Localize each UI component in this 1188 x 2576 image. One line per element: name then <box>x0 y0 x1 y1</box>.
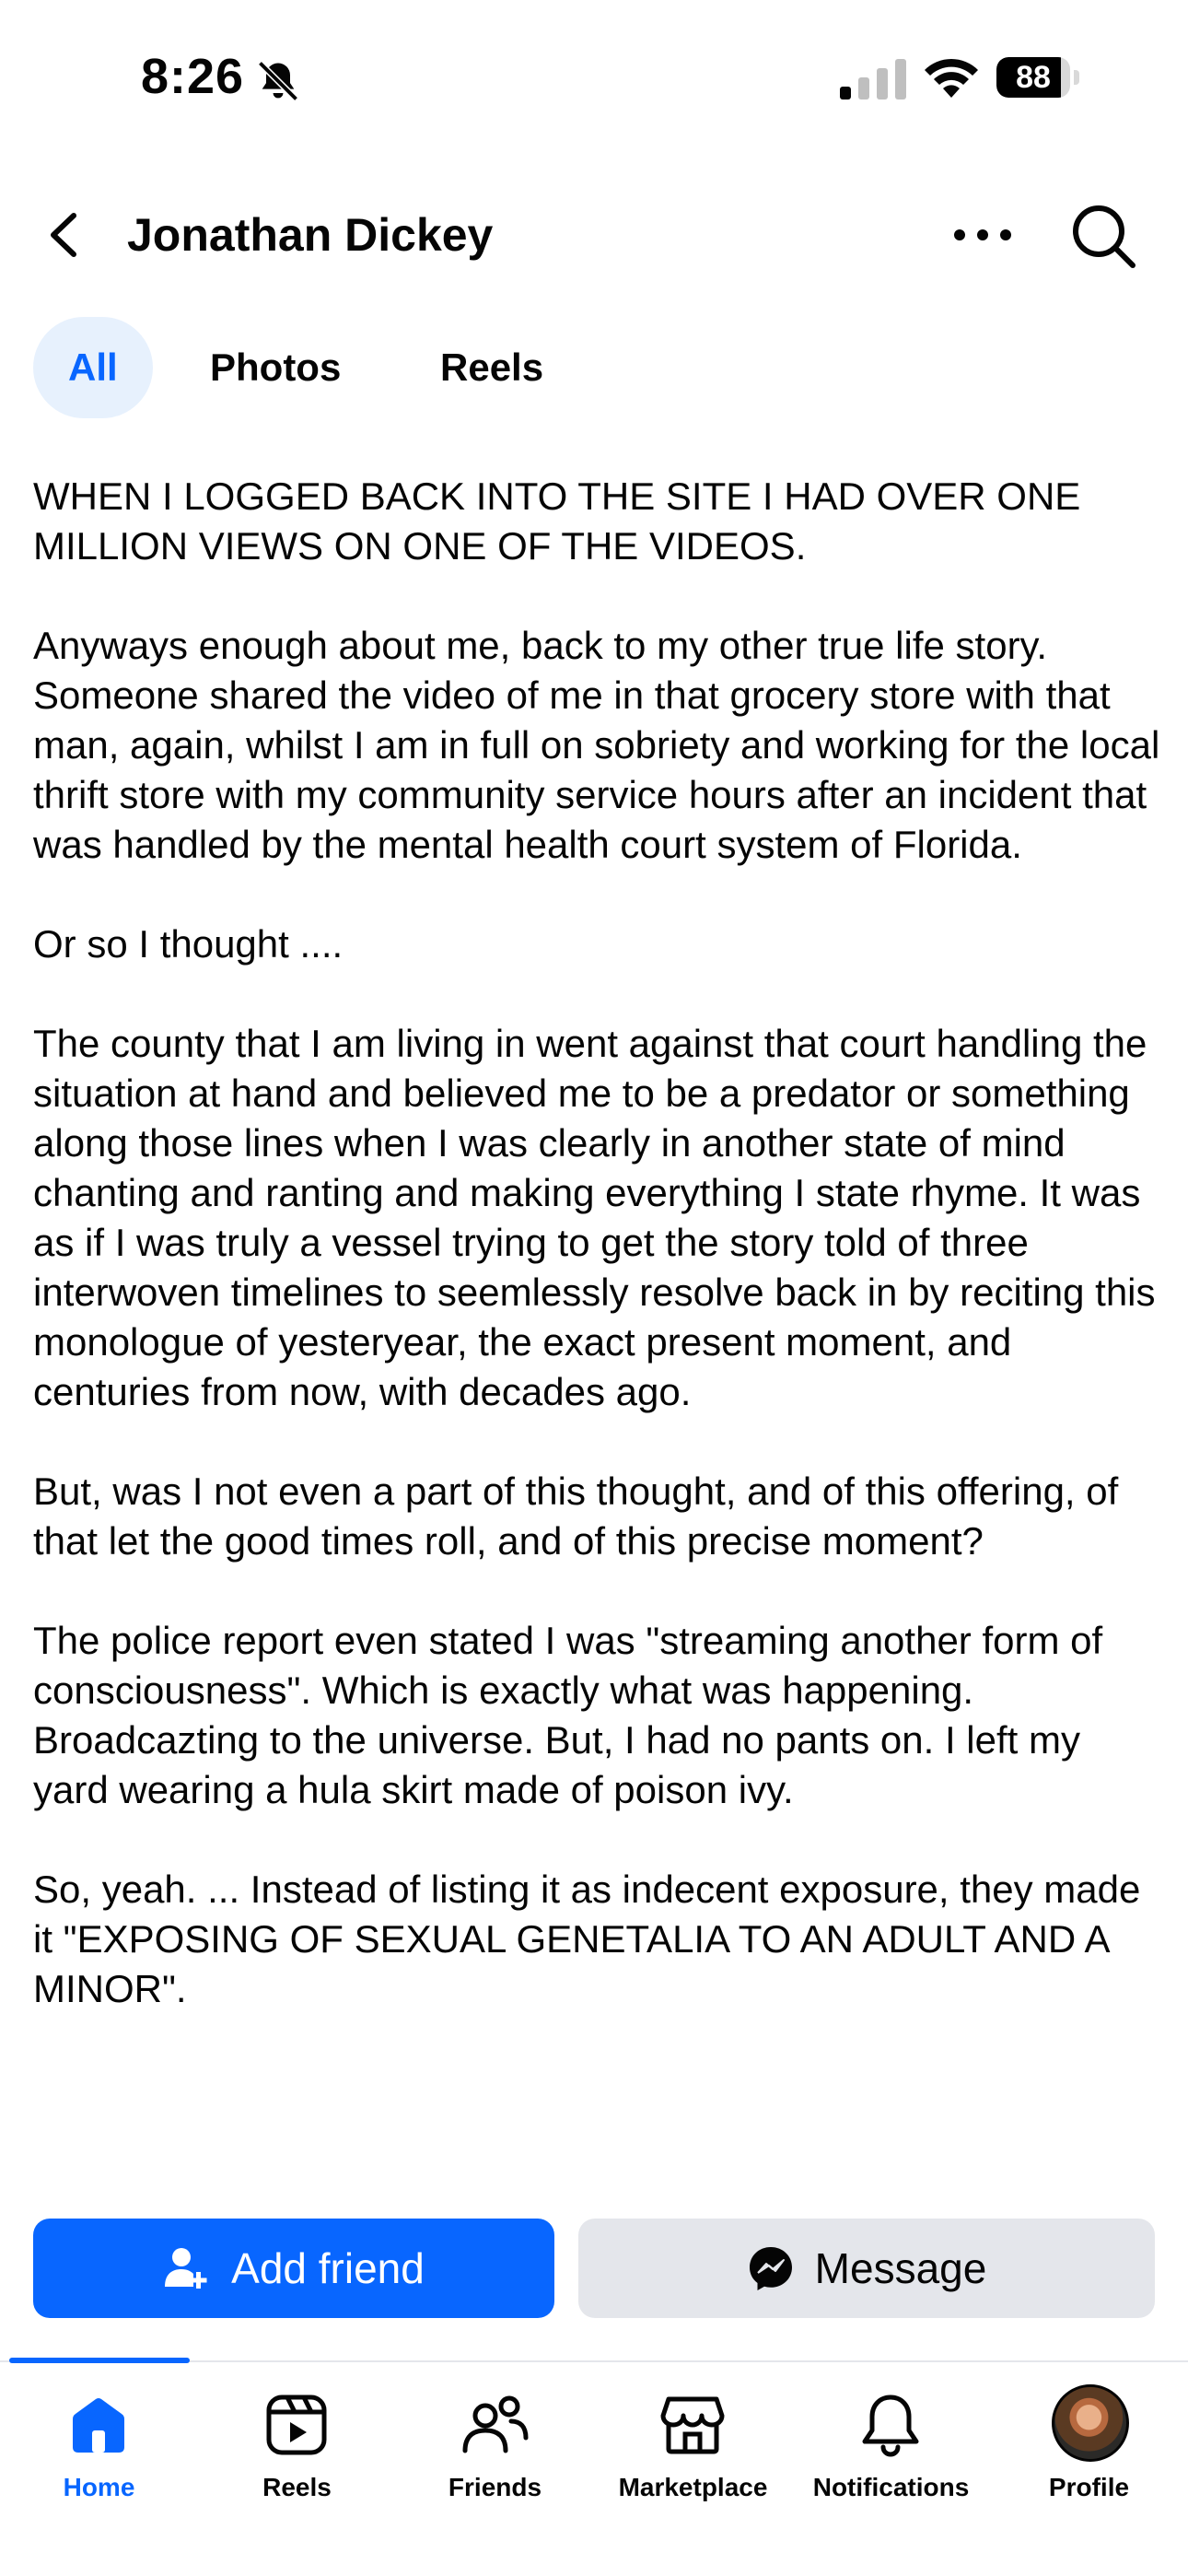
message-button[interactable] <box>578 2219 1155 2318</box>
post-paragraph: The county that I am living in went against that court handling the situation at hand and believed me to be a predator or something along those lines when I was clearly in another state of mind chanting and ranting and making everything I state rhyme. It was as if I was truly a vessel trying to get the story told of three interwoven timelines to seemlessly resolve back in by reciting this monologue of yesteryear, the exact present moment, and centuries from now, with decades ago. <box>33 1022 1156 1413</box>
more-dots-icon[interactable] <box>950 212 1015 258</box>
post-paragraph: The police report even stated I was "streaming another form of consciousness". Which is exactly what was happening. Broadcazting to the universe. But, I had no pants on. I left my yard wearing a hula skirt made of poison ivy. <box>33 1619 1103 1811</box>
add-person-icon <box>163 2244 211 2292</box>
post-paragraph: Anyways enough about me, back to my other true life story. Someone shared the video of me in that grocery store with that man, again, whilst I am in full on sobriety and working for the local thrift store with my community service hours after an incident that was handled by the mental health court system of Florida. <box>33 624 1160 866</box>
search-icon[interactable] <box>1068 201 1138 271</box>
messenger-icon <box>747 2244 795 2292</box>
friends-icon <box>458 2388 531 2462</box>
nav-friends[interactable] <box>396 2364 594 2512</box>
message-label: Message <box>814 2244 987 2292</box>
home-icon <box>62 2388 135 2462</box>
bottom-nav <box>0 2364 1188 2576</box>
nav-label: Profile <box>1048 2473 1130 2501</box>
nav-label: Friends <box>448 2473 542 2501</box>
cellular-signal-icon <box>840 59 906 100</box>
marketplace-icon <box>656 2388 729 2462</box>
bell-icon <box>854 2388 927 2462</box>
post-paragraph: WHEN I LOGGED BACK INTO THE SITE I HAD OVER ONE MILLION VIEWS ON ONE OF THE VIDEOS. <box>33 474 1081 568</box>
nav-label: Marketplace <box>618 2473 768 2501</box>
nav-label: Notifications <box>812 2473 970 2501</box>
page-title: Jonathan Dickey <box>127 209 494 261</box>
profile-header <box>0 184 1188 286</box>
post-paragraph: Or so I thought .... <box>33 922 344 966</box>
post-paragraph: So, yeah. ... Instead of listing it as indecent exposure, they made it "EXPOSING OF SEXUAL GENETALIA TO AN ADULT AND A MINOR". <box>33 1868 1141 2010</box>
tab-photos[interactable]: Photos <box>210 345 342 389</box>
nav-active-indicator <box>9 2358 190 2363</box>
add-friend-button[interactable] <box>33 2219 554 2318</box>
battery-body <box>996 57 1070 98</box>
battery-tip <box>1074 70 1079 85</box>
battery-level: 88 <box>1016 60 1051 95</box>
tab-all[interactable]: All <box>33 317 153 418</box>
reels-icon <box>260 2388 333 2462</box>
avatar <box>1052 2384 1129 2462</box>
nav-label: Home <box>63 2473 135 2501</box>
bell-slash-icon <box>254 57 302 105</box>
battery-icon <box>996 57 1083 100</box>
nav-reels[interactable] <box>198 2364 396 2512</box>
status-bar <box>0 0 1188 157</box>
post-paragraph: But, was I not even a part of this thought, and of this offering, of that let the good times roll, and of this precise moment? <box>33 1469 1119 1563</box>
nav-home[interactable] <box>0 2364 198 2512</box>
nav-marketplace[interactable] <box>594 2364 792 2512</box>
status-time: 8:26 <box>141 49 245 104</box>
post-text <box>33 472 1166 2178</box>
add-friend-label: Add friend <box>231 2244 425 2292</box>
nav-notifications[interactable] <box>792 2364 990 2512</box>
chevron-left-icon[interactable] <box>37 206 94 263</box>
nav-label: Reels <box>262 2473 332 2501</box>
tab-reels[interactable]: Reels <box>440 345 544 389</box>
wifi-icon <box>923 55 980 100</box>
nav-profile[interactable] <box>990 2364 1188 2512</box>
